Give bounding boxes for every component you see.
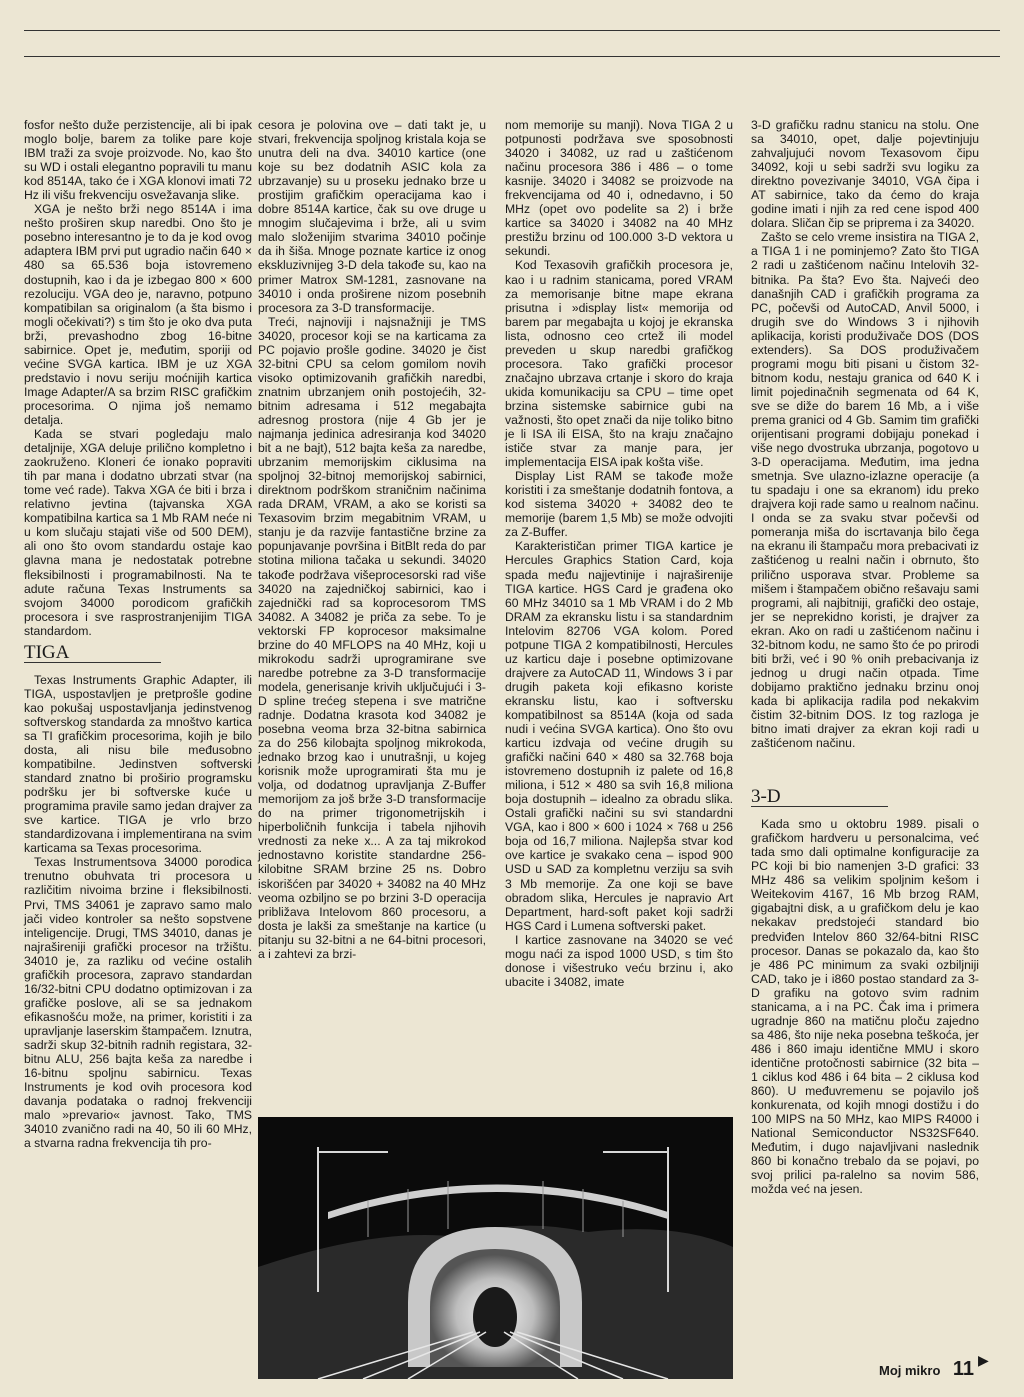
paragraph: Texas Instruments Graphic Adapter, ili TIGA, uspostavljen je pretprošle godine kao pokušaj uspostavljanja jedinstvenog softverskog standarda za mnoštvo kartica sa TI grafičkim procesorima, kojih je bilo dosta, ali nisu bile međusobno kompatibilne. Jedinstven softverski standard znatno bi proširio programsku podršku jer bi softverske kuće u programima pravile samo jedan drajver za sve kartice. TIGA je vrlo brzo standardizovana i implementirana na svim karticama sa Texas procesorima. [24,672,252,856]
paragraph: Kada se stvari pogledaju malo detaljnije, XGA deluje prilično kompletno i zaokruženo. Kloneri će ionako popraviti tih par mana i dodatno ubrzati stvar (na tome već rade). Takva XGA će biti i brza i relativno jevtina (tajvanska XGA kompatibilna kartica sa 1 Mb RAM neće ni u kom slučaju stajati više od 500 DEM), ali ono što ovom standardu ostaje kao glavna mana je nedostatak potrebne fleksibilnosti i programabilnosti. Na te adute računa Texas Instruments sa svojom 34000 porodicom grafičkih procesora i sve rasprostranjenijim TIGA standardom. [24,427,252,638]
wireframe-tunnel-illustration [258,1117,733,1379]
top-rule [24,30,1000,31]
paragraph: Kod Texasovih grafičkih procesora je, kao i u radnim stanicama, pored VRAM za memorisanje bitne mape ekrana prisutna i »display list« memorija od barem par megabajta u kojoj je ekranska lista, odnosno ceo crtež ili model preveden u skup naredbi grafičkog procesora. Tako grafički procesor značajno ubrzava crtanje i skoro do kraja ukida komunikaciju sa CPU – time opet brzina sistemske sabirnice gubi na važnosti, što opet znači da nije toliko bitno je li ISA ili EISA, što na kraju značajno ističe stvar za manje para, jer implementacija EISA ipak košta više. [505,258,733,470]
page-footer [879,1358,974,1381]
column-3 [505,118,733,989]
column-1 [24,118,252,1150]
paragraph: Karakterističan primer TIGA kartice je Hercules Graphics Station Card, koja spada među najjevtinije i najraširenije TIGA kartice. HGS Card je građena oko 60 MHz 34010 sa 1 Mb VRAM i do 2 Mb DRAM za ekransku listu i sa standardnim Intelovim 82706 VGA kolom. Pored potpune TIGA 2 kompatibilnosti, Hercules uz karticu daje i posebne optimizovane drajvere za AutoCAD 11, Windows 3 i par drugih paketa koji efikasno koriste ekransku listu, kao i softversku kompatibilnost sa 8514A (koja od sada nudi i većina SVGA kartica). Ono što ovu karticu izdvaja od većine drugih su grafički načini 640 × 480 sa 32.768 boja istovremeno dostupnih iz palete od 16,8 miliona, i 512 × 480 sa svih 16,8 miliona boja dostupnih – idealno za obradu slika. Ostali grafički načini su svi standardni VGA, kao i 800 × 600 i 1024 × 768 u 256 boja od 16,7 miliona. Najlepša stvar kod ove kartice je svakako cena – ispod 900 USD u SAD za kompletnu verziju sa svih 3 Mb memorije. Za one koji se bave obradom slika, Hercules je napravio Art Department, hard-soft paket koji sadrži HGS Card i Lumena softverski paket. [505,539,733,933]
paragraph: 3-D grafičku radnu stanicu na stolu. One sa 34010, opet, dalje pojevtinjuju zahvaljujući novom Texasovom čipu 34092, koji u sebi sadrži svu logiku za direktno povezivanje 34010, VGA čipa i AT sabirnice, tako da ćemo do kraja godine imati i njih za red cene ispod 400 dolara. Sličan čip se priprema i za 34020. [751,118,979,231]
tunnel-render [258,1117,733,1379]
paragraph: Zašto se celo vreme insistira na TIGA 2, a TIGA 1 i ne pominjemo? Zato što TIGA 2 radi u zaštićenom načinu Intelovih 32-bitnika. Pa šta? Evo šta. Najveći deo današnjih CAD i grafičkih programa za PC, počevši od AutoCAD, Anvil 5000, i drugih sve do Windows 3 i njihovih aplikacija, koristi produživače DOS (DOS extenders). Sa DOS produživačem programi mogu biti pisani u čistom 32-bitnom kodu, nestaju granica od 640 K i limit pojedinačnih segmenata od 64 K, sve se diže do barem 16 Mb, a i više prema granici od 4 Gb. Samim tim grafički orijentisani programi dobijaju ponekad i više nego dvostruka ubrzanja, pogotovo u 3-D operacijama. Međutim, ima jedna smetnja. Sve ulazno-izlazne operacije (a tu spadaju i one sa ekranom) idu preko drajvera koji rade samo u realnom načinu. I onda se za svaku stvar počevši od pomeranja miša do iscrtavanja bilo čega na ekranu ili štampaču mora prebacivati iz zaštićenog u realni način i obrnuto, što prilično usporava stvar. Probleme sa mišem i štampačem obično rešavaju sami programi, ali najbitniji, grafički deo ostaje, jer se neprekidno koristi, je drajver za ekran. Ako on radi u zaštićenom načinu i 32-bitnom kodu, ne samo što će po prirodi biti brži, već i 90 % onih prebacivanja iz jednog u drugi način otpada. Time dobijamo praktično jednaku brzinu onoj kada bi aplikacija radila pod nekakvim čistim 32-bitnim DOS. Iz tog razloga je bitno imati drajver za ekran koji radi u zaštićenom načinu. [751,230,979,751]
magazine-name: Moj mikro [878,1363,941,1378]
section-heading-tiga: TIGA [24,646,161,663]
paragraph: fosfor nešto duže perzistencije, ali bi ipak moglo bolje, barem za tolike pare koje IBM traži za svoje proizvode. No, kao što su WD i ostali elegantno popravili tu manu kod 8514A, tako će i XGA klonovi imati 72 Hz ili višu frekvenciju osvežavanja slike. [24,118,252,203]
paragraph: I kartice zasnovane na 34020 se već mogu naći za ispod 1000 USD, s tim što donose i višestruko veću brzinu i, ako ubacite i 34082, imate [505,932,733,989]
paragraph: Texas Instrumentsova 34000 porodica trenutno obuhvata tri procesora u različitim nivoima brzine i fleksibilnosti. Prvi, TMS 34061 je zapravo samo malo jači video kontroler sa nešto sopstvene inteligencije. Drugi, TMS 34010, danas je najrašireniji grafički procesor na tržištu. 34010 je, za razliku od većine ostalih grafičkih procesora, zapravo standardan 16/32-bitni CPU dodatno optimizovan i za grafičke poslove, ali se sa jednakom efikasnošću može, na primer, koristiti i za upravljanje laserskim štampačem. Iznutra, sadrži skup 32-bitnih radnih registara, 32-bitnu ALU, 256 bajta keša za naredbe i 16-bitnu spoljnu sabirnicu. Texas Instruments je kod ovih procesora kod davanja podataka o radnoj frekvenciji malo »prevario« javnost. Tako, TMS 34010 zvanično radi na 40, 50 ili 60 MHz, a stvarna radna frekvencija tih pro- [24,855,252,1151]
column-4 [751,118,979,1196]
continue-arrow-icon: ▶ [978,1352,989,1368]
paragraph: Kada smo u oktobru 1989. pisali o grafičkom hardveru u personalcima, već tada smo dali optimalne konfiguracije za PC koji bi bio namenjen 3-D grafici: 33 MHz 486 sa velikim spoljnim kešom i Weitekovim 4167, 16 Mb brzog RAM, gigabajtni disk, a u grafičkom delu je kao nekakav predstojeći standard bio predviđen Intelov 860 32/64-bitni RISC procesor. Danas se pokazalo da, kao što je 486 PC minimum za svaki ozbiljniji CAD, tako je i i860 postao standard za 3-D grafiku na gotovo svim radnim stanicama, a i na PC. Čak ima i primera ugradnje 860 na matičnu ploču zajedno sa 486, što nije neka posebna teškoća, jer 486 i 860 imaju identične MMU i skoro identične protočnosti sabirnice (32 bita – 1 ciklus kod 486 i 64 bita – 2 ciklusa kod 860). U međuvremenu se pojavilo još konkurenata, od kojih mnogi dostižu i do 100 MIPS na 50 MHz, kao MIPS R4000 i National Semiconductor NS32SF640. Međutim, i dugo najavljivani naslednik 860 bi konačno trebalo da se pojavi, po svoj prilici pa-ralelno sa novim 586, možda već na jesen. [751,817,979,1197]
page-number: 11 [952,1358,974,1380]
paragraph: nom memorije su manji). Nova TIGA 2 u potpunosti podržava sve sposobnosti 34020 i 34082, uz rad u zaštićenom načinu procesora 386 i 486 – o tome kasnije. 34020 i 34082 se proizvode na frekvencijama od 40 i, odnedavno, i 50 MHz (opet ovo podelite sa 2) i brže kartice sa 34020 i 34082 na 40 MHz prestižu brzinu od 100.000 3-D vektora u sekundi. [505,118,733,259]
top-rule-2 [24,56,1000,57]
paragraph: XGA je nešto brži nego 8514A i ima nešto proširen skup naredbi. Ono što je posebno interesantno je to da je kod ovog adaptera IBM prvi put ugradio način 640 × 480 sa 65.536 boja istovremeno dostupnih, kao i da je izbegao 800 × 600 rezoluciju. VGA deo je, naravno, potpuno kompatibilan sa originalom (a šta bismo i mogli očekivati?) s tim što je oko dva puta brži, prevashodno zbog 16-bitne sabirnice. Opet je, međutim, sporiji od većine SVGA kartica. IBM je uz XGA predstavio i novu seriju moćnijih kartica Image Adapter/A sa brzim RISC grafičkim procesorima. O njima još nemamo detalja. [24,202,252,427]
section-heading-3d: 3-D [751,790,888,807]
paragraph: Display List RAM se takođe može koristiti i za smeštanje dodatnih fontova, a kod sistema 34020 + 34082 deo te memorije (barem 1,5 Mb) se može odvojiti za Z-Buffer. [505,469,733,540]
paragraph: Treći, najnoviji i najsnažniji je TMS 34020, procesor koji se na karticama za PC pojavio prošle godine. 34020 je čist 32-bitni CPU sa celom gomilom novih visoko optimizovanih grafičkih naredbi, znatnim ubrzanjem onih postojećih, 32-bitnim adresama i 512 megabajta adresnog prostora (nije 4 Gb jer je najmanja jedinica adresiranja kod 34020 bit a ne bajt), 512 bajta keša za naredbe, ubrzanim memorijskim ciklusima na spoljnoj 32-bitnoj memorijskoj sabirnici, direktnom podrškom straničnim načinima rada DRAM, VRAM, a ako se koristi sa Texasovim brzim megabitnim VRAM, u stanju je da razvije fantastične brzine za popunjavanje površina i BitBlt reda do par stotina miliona tačaka u sekundi. 34020 takođe podržava višeprocesorski rad više 34020 na zajedničkoj sabirnici, kao i zajednički rad sa koprocesorom TMS 34082. A 34082 je priča za sebe. To je vektorski FP koprocesor maksimalne brzine do 40 MFLOPS na 40 MHz, koji u mikrokodu sadrži uprogramirane sve naredbe potrebne za 3-D transformacije modela, generisanje krivih uključujući i 3-D spline trećeg stepena i sve matrične radnje. Dodatna krasota kod 34082 je posebna veoma brza 32-bitna sabirnica za do 256 kilobajta spoljnog mikrokoda, jednako brzog kao i unutrašnji, u kojeg korisnik može uprogramirati šta mu je volja, od dodatnog upravljanja Z-Buffer memorijom za još brže 3-D transformacije do na primer trigonometrijskih i hiperboličnih funkcija i tabela njihovih vrednosti za neke x... A za taj mikrokod jednostavno koristite standardne 256-kilobitne SRAM brzine 25 ns. Dobro iskorišćen par 34020 + 34082 na 40 MHz veoma ozbiljno se po brzini 3-D operacija približava Intelovom 860 procesoru, a dosta je lakši za smeštanje na kartice (u pitanju su 32-bitni a ne 64-bitni procesori, a i zahtevi za brzi- [258,314,486,961]
paragraph: cesora je polovina ove – dati takt je, u stvari, frekvencija spoljnog kristala koja se unutra deli na dva. 34010 kartice (one koje su bez dodatnih ASIC kola za ubrzavanje) su u proseku jednako brze u prostijim grafičkim operacijama kao i dobre 8514A kartice, čak su ove druge u mnogim slučajevima i brže, ali u svim malo složenijim stvarima 34010 počinje da ih šiša. Mnoge poznate kartice iz onog ekskluzivnijeg 3-D dela takođe su, kao na primer Matrox SM-1281, zasnovane na 34010 i onda proširene nizom posebnih procesora za 3-D transformacije. [258,118,486,315]
column-2 [258,118,486,961]
